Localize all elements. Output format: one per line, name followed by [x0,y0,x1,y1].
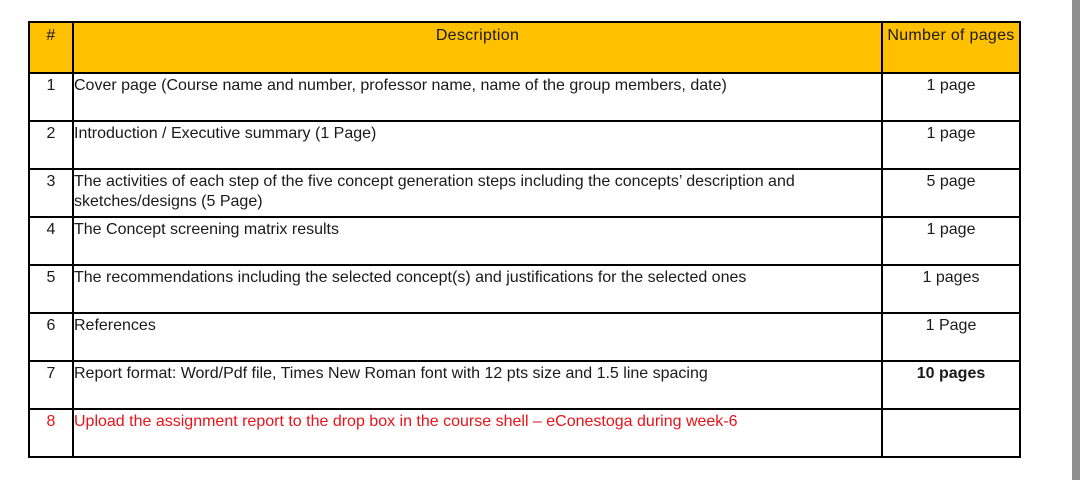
row-pages: 1 page [882,217,1020,265]
row-pages: 1 page [882,73,1020,121]
header-number: # [29,22,73,73]
header-pages: Number of pages [882,22,1020,73]
row-number: 7 [29,361,73,409]
row-number: 5 [29,265,73,313]
row-description: References [73,313,882,361]
row-description: The Concept screening matrix results [73,217,882,265]
row-description: Introduction / Executive summary (1 Page) [73,121,882,169]
table-row [29,313,1020,361]
row-pages: 1 Page [882,313,1020,361]
table-row [29,121,1020,169]
row-number: 3 [29,169,73,217]
row-pages: 1 page [882,121,1020,169]
table-row [29,169,1020,217]
row-number: 1 [29,73,73,121]
row-pages: 10 pages [882,361,1020,409]
row-description: Upload the assignment report to the drop box in the course shell – eConestoga during week-6 [73,409,882,457]
scrollbar[interactable] [1072,0,1080,480]
table-row [29,73,1020,121]
header-description: Description [73,22,882,73]
table-header-row [29,22,1020,73]
row-pages: 5 page [882,169,1020,217]
table-row [29,217,1020,265]
row-pages [882,409,1020,457]
row-number: 2 [29,121,73,169]
table-row [29,361,1020,409]
row-number: 6 [29,313,73,361]
table-row [29,409,1020,457]
row-description: The activities of each step of the five concept generation steps including the concepts’ description and sketches/designs (5 Page) [73,169,882,217]
row-description: Cover page (Course name and number, professor name, name of the group members, date) [73,73,882,121]
row-number: 8 [29,409,73,457]
row-description: The recommendations including the selected concept(s) and justifications for the selected ones [73,265,882,313]
row-description: Report format: Word/Pdf file, Times New Roman font with 12 pts size and 1.5 line spacing [73,361,882,409]
row-number: 4 [29,217,73,265]
requirements-table [28,21,1021,458]
row-pages: 1 pages [882,265,1020,313]
table-row [29,265,1020,313]
